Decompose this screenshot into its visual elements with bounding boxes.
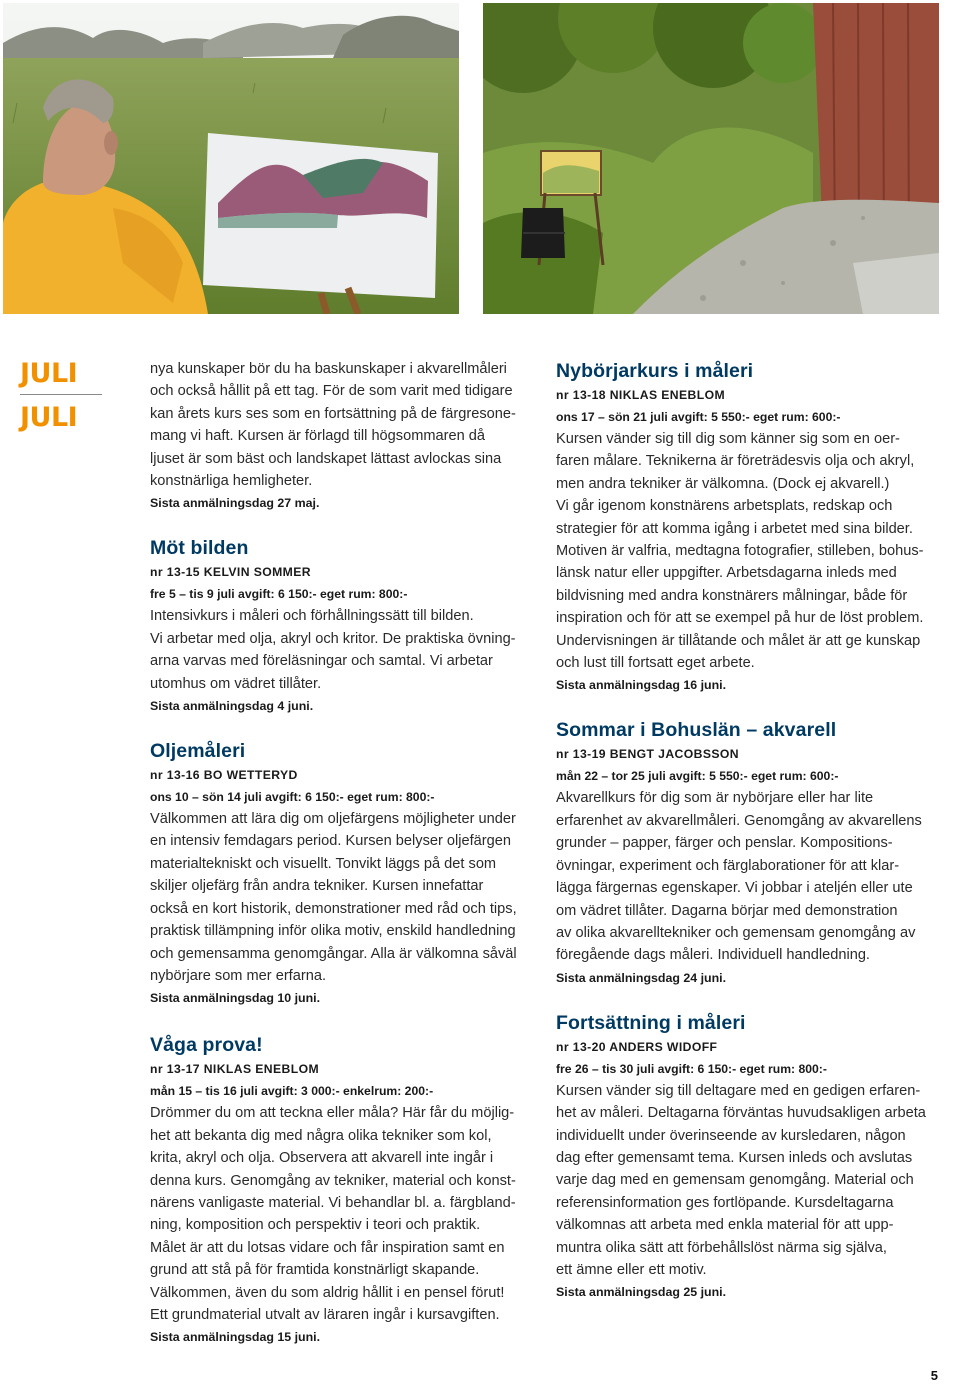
course-text-line: Vi arbetar med olja, akryl och kritor. De praktiska övning- — [150, 630, 516, 647]
intro-line: kan årets kurs ses som en fortsättning på de färgresone- — [150, 405, 516, 422]
middle-column — [150, 358, 535, 1348]
page-number: 5 — [930, 1368, 938, 1383]
intro-line: mang vi haft. Kursen är förlagd till högsommaren då — [150, 428, 486, 445]
course-13-18 — [556, 358, 941, 696]
course-text-line: denna kurs. Genomgång av tekniker, material och konst- — [150, 1172, 516, 1189]
deadline: Sista anmälningsdag 15 juni. — [150, 1330, 321, 1345]
course-number: nr 13-16 BO WETTERYD — [150, 768, 298, 783]
course-title: Möt bilden — [150, 537, 249, 560]
course-title: Nybörjarkurs i måleri — [556, 360, 754, 382]
course-text-line: Drömmer du om att teckna eller måla? Här får du möjlig- — [150, 1105, 515, 1122]
course-dates-fees: mån 22 – tor 25 juli avgift: 5 550:- eget rum: 600:- — [556, 769, 839, 784]
right-column — [556, 358, 941, 1303]
course-text-line: närens vanligaste material. Vi behandlar bl. a. färgbland- — [150, 1194, 516, 1211]
course-text-line: inspiration och för att se exempel på hur de löst problem. — [556, 610, 924, 627]
deadline: Sista anmälningsdag 10 juni. — [150, 991, 321, 1006]
course-text-line: övningar, experiment och färglaborationer för att klar- — [556, 857, 900, 874]
course-text-line: individuellt under överinseende av kursledaren, någon — [556, 1127, 906, 1144]
course-text-line: Kursen vänder sig till dig som känner sig som en oer- — [556, 431, 900, 447]
course-text-line: referensinformation ges fortlöpande. Kursdeltagarna — [556, 1194, 894, 1211]
course-text-line: praktisk tillämpning inför olika motiv, enskild handledning — [150, 923, 516, 940]
course-text-line: erfarenhet av akvarellmåleri. Genomgång av akvarellens — [556, 812, 922, 829]
course-text-line: en intensiv femdagars period. Kursen belyser oljefärgen — [150, 833, 511, 850]
course-text-line: krita, akryl och olja. Observera att akvarell inte ingår i — [150, 1150, 494, 1167]
course-number: nr 13-20 ANDERS WIDOFF — [556, 1039, 718, 1054]
course-text-line: bildvisning med andra konstnärers målningar, både för — [556, 587, 908, 604]
course-text-line: Välkommen att lära dig om oljefärgens möjligheter under — [150, 811, 516, 828]
course-text-line: men andra tekniker är välkomna. (Dock ej akvarell.) — [556, 475, 890, 492]
course-text-line: Akvarellkurs för dig som är nybörjare eller har lite — [556, 790, 874, 807]
month-column — [20, 358, 102, 434]
intro-line: ljuset är som bäst och landskapet lättast avlockas sina — [150, 450, 502, 467]
course-text-line: om vädret tillåter. Dagarna börjar med demonstration — [556, 902, 898, 919]
course-text-line: Undervisningen är tillåtande och målet är att ge kunskap — [556, 632, 921, 649]
month-label: JULI — [20, 402, 78, 433]
course-dates-fees: ons 17 – sön 21 juli avgift: 5 550:- eget rum: 600:- — [556, 410, 841, 424]
course-number: nr 13-17 NIKLAS ENEBLOM — [150, 1062, 320, 1077]
course-text-line: ett ämne eller ett motiv. — [556, 1261, 707, 1278]
course-title: Fortsättning i måleri — [556, 1011, 746, 1034]
course-text-line: het att bekanta dig med några olika tekniker som kol, — [150, 1127, 492, 1144]
course-text-line: utomhus om vädret tillåter. — [150, 675, 322, 692]
course-text-line: Motiven är valfria, medtagna fotografier, stilleben, bohus- — [556, 543, 924, 560]
course-text-line: materialtekniskt och visuellt. Tonvikt läggs på det som — [150, 855, 497, 872]
course-text-line: strategier för att komma igång i arbetet med sina bilder. — [556, 520, 913, 537]
course-text-line: Vi går igenom konstnärens arbetsplats, redskap och — [556, 498, 893, 515]
course-text-line: dag efter gemensamt tema. Kursen inleds och avslutas — [556, 1149, 913, 1166]
course-dates-fees: ons 10 – sön 14 juli avgift: 6 150:- eget rum: 800:- — [150, 790, 435, 805]
course-text-line: länsk natur eller uppgifter. Arbetsdagarna inleds med — [556, 565, 897, 582]
course-text-line: av olika akvarelltekniker och gemensam genomgång av — [556, 924, 916, 941]
intro-line: konstnärliga hemligheter. — [150, 473, 313, 490]
course-text-line: välkomnas att arbeta med enkla material för att upp- — [556, 1217, 894, 1234]
course-13-20 — [556, 1010, 941, 1304]
course-text-line: muntra olika sätt att förbehållslöst närma sig själva, — [556, 1239, 887, 1256]
course-number: nr 13-18 NIKLAS ENEBLOM — [556, 388, 726, 402]
course-text-line: föregående dags måleri. Individuell handledning. — [556, 947, 870, 964]
course-text-line: nybörjare som mer erfarna. — [150, 967, 327, 984]
course-text-line: Kursen vänder sig till deltagare med en gedigen erfaren- — [556, 1082, 921, 1099]
course-dates-fees: fre 26 – tis 30 juli avgift: 6 150:- eget rum: 800:- — [556, 1061, 827, 1076]
course-13-17 — [150, 1032, 535, 1348]
course-text-line: het av måleri. Deltagarna förväntas huvudsakligen arbeta — [556, 1105, 926, 1122]
course-dates-fees: fre 5 – tis 9 juli avgift: 6 150:- eget rum: 800:- — [150, 587, 408, 602]
intro-line: nya kunskaper bör du ha baskunskaper i akvarellmåleri — [150, 361, 507, 377]
course-text-line: Intensivkurs i måleri och förhållningssätt till bilden. — [150, 608, 474, 625]
course-text-line: grunder – papper, färger och penslar. Kompositions- — [556, 835, 893, 852]
deadline: Sista anmälningsdag 25 juni. — [556, 1285, 727, 1300]
intro-line: och också hållit på ett tag. För de som varit med tidigare — [150, 383, 513, 400]
course-text-line: också en kort historik, demonstrationer med råd och tips, — [150, 900, 517, 917]
course-text-line: ning, komposition och perspektiv i teori och praktik. — [150, 1217, 481, 1234]
course-text-line: Ett grundmaterial utvalt av läraren ingår i kursavgiften. — [150, 1306, 500, 1323]
intro-section — [150, 358, 535, 514]
course-number: nr 13-15 KELVIN SOMMER — [150, 565, 311, 580]
course-text-line: Välkommen, även du som aldrig hållit i en pensel förut! — [150, 1284, 505, 1301]
deadline: Sista anmälningsdag 4 juni. — [150, 699, 314, 714]
deadline: Sista anmälningsdag 24 juni. — [556, 970, 727, 985]
course-text-line: varje dag med en gemensam genomgång. Material och — [556, 1172, 914, 1189]
course-text-line: grund att stå på för framtida konstnärligt skapande. — [150, 1262, 480, 1279]
course-text-line: och gemensamma genomgångar. Alla är välkomna såväl — [150, 945, 517, 962]
photo-painter-landscape — [3, 3, 459, 314]
course-13-16 — [150, 738, 535, 1009]
month-divider — [20, 394, 102, 395]
course-text-line: Målet är att du lotsas vidare och får inspiration samt en — [150, 1239, 505, 1256]
course-13-19 — [556, 717, 941, 988]
course-number: nr 13-19 BENGT JACOBSSON — [556, 747, 739, 762]
course-text-line: arna varvas med föreläsningar och samtal. Vi arbetar — [150, 653, 493, 670]
deadline: Sista anmälningsdag 27 maj. — [150, 496, 320, 511]
course-text-line: och lust till fortsatt eget arbete. — [556, 655, 755, 672]
course-13-15 — [150, 535, 535, 717]
deadline: Sista anmälningsdag 16 juni. — [556, 678, 727, 693]
photo-easel-path — [483, 3, 939, 314]
course-dates-fees: mån 15 – tis 16 juli avgift: 3 000:- enkelrum: 200:- — [150, 1084, 434, 1099]
course-title: Våga prova! — [150, 1034, 263, 1057]
course-text-line: faren målare. Teknikerna är företrädesvis olja och akryl, — [556, 453, 915, 470]
course-title: Oljemåleri — [150, 740, 246, 763]
month-label: JULI — [20, 358, 78, 389]
course-title: Sommar i Bohuslän – akvarell — [556, 719, 837, 742]
course-text-line: lägga färgernas egenskaper. Vi jobbar i ateljén eller ute — [556, 880, 913, 897]
course-text-line: skiljer oljefärg från andra tekniker. Kursen innefattar — [150, 878, 484, 895]
